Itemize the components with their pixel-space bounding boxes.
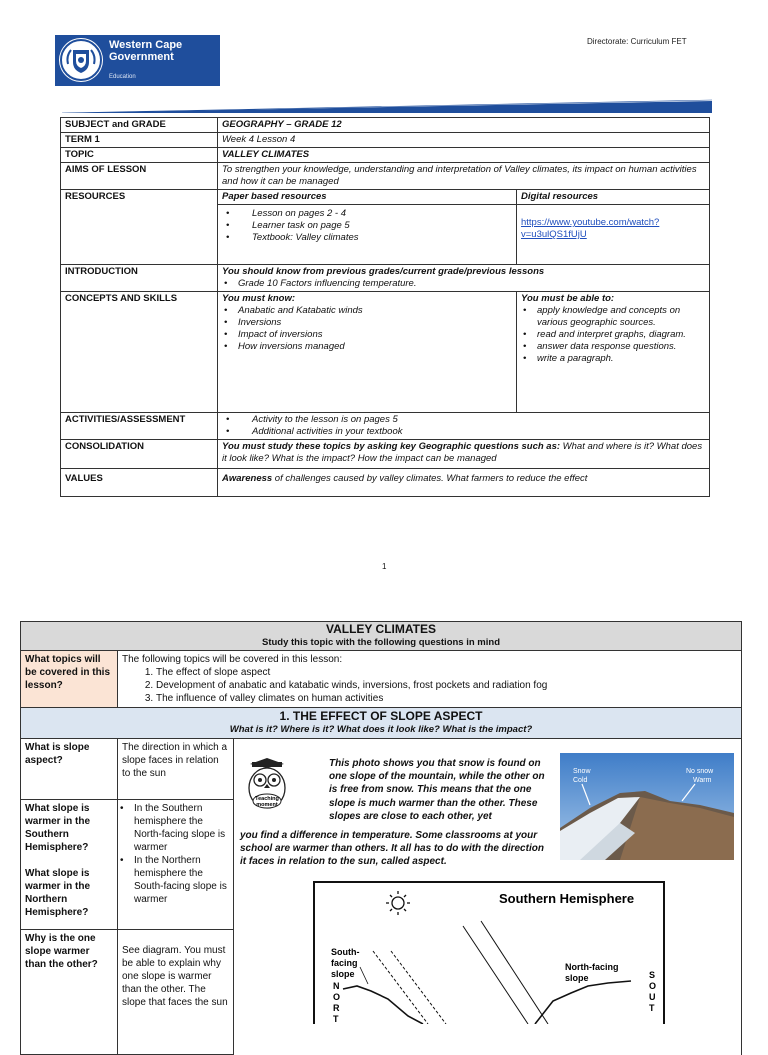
section-title: VALLEY CLIMATES [325,622,436,636]
values-label: VALUES [61,469,218,497]
lesson-plan-table [60,117,710,497]
list-item: • Activity to the lesson is on pages 5 [252,414,705,426]
list-item: • How inversions managed [238,341,512,353]
south-letter: U [649,992,656,1002]
values-rest: of challenges caused by valley climates. What farmers to reduce the effect [272,473,588,484]
list-item: • Learner task on page 5 [252,220,512,232]
south-slope-label-2: facing [331,958,358,968]
north-slope-label-1: North-facing [565,962,619,972]
question-northern: What slope is warmer in the Northern Hemisphere? [25,868,91,918]
able-heading: You must be able to: [521,293,615,304]
question-southern: What slope is warmer in the Southern Hemisphere? [25,803,91,853]
south-letter: O [649,981,657,991]
topic-value: VALLEY CLIMATES [218,148,710,163]
list-item: • read and interpret graphs, diagram. [537,329,705,341]
topics-question: What topics will be covered in this lesson? [21,651,118,708]
photo-warm-label: Warm [693,777,712,784]
answer-why-warmer: See diagram. You must be able to explain why one slope is warmer than the other. The slope that faces the sun [118,930,234,1055]
hemisphere-list [122,802,229,906]
topics-row [21,651,742,708]
subject-label: SUBJECT and GRADE [61,118,218,133]
photo-description: This photo shows you that snow is found on one slope of the mountain, while the other on is free from snow. This means that the one slope is much warmer than the other. These slopes are close to each other, yet [329,758,545,822]
intro-label: INTRODUCTION [61,265,218,292]
photo-cold-label: Cold [573,777,588,784]
list-item: 3. The influence of valley climates on human activities [156,692,737,705]
paper-list [222,208,512,244]
header-ribbon [62,99,712,113]
intro-heading: You should know from previous grades/current grade/previous lessons [222,266,545,277]
south-slope-label-1: South- [331,947,360,957]
term-row [61,133,710,148]
list-item: • Inversions [238,317,512,329]
paper-list-cell [218,205,517,265]
list-item: • write a paragraph. [537,353,705,365]
coat-of-arms-icon [59,38,103,82]
topic-label: TOPIC [61,148,218,163]
south-slope-label-3: slope [331,969,355,979]
photo-description-cont: you find a difference in temperature. Some classrooms at your school are warmer than others. It all has to do with the direction it faces in relation to the sun, called aspect. [240,830,544,868]
list-item: 1. The effect of slope aspect [156,666,737,679]
list-item: • answer data response questions. [537,341,705,353]
photo-snow-label: Snow [573,768,591,775]
north-letter: O [333,992,341,1002]
youtube-link[interactable]: https://www.youtube.com/watch?v=u3ulQS1fUjU [521,217,660,240]
answer-slope-aspect: The direction in which a slope faces in relation to the sun [118,739,234,800]
logo-line1: Western Cape [109,39,183,51]
list-item: • Grade 10 Factors influencing temperature. [238,278,705,290]
know-heading: You must know: [222,293,296,304]
intro-row [61,265,710,292]
topic-row [61,148,710,163]
consolidation-row [61,440,710,469]
question-why-warmer: Why is the one slope warmer than the other? [21,930,118,1055]
logo-line2: Government [109,51,174,63]
title-row [21,622,742,651]
list-item: • In the Northern hemisphere the South-facing slope is warmer [134,854,229,906]
slope-aspect-sub: What is it? Where is it? What does it look like? What is the impact? [229,724,533,735]
logo-sub: Education [109,74,136,80]
resources-row [61,190,710,205]
aims-row [61,163,710,190]
north-letter: R [333,1003,340,1013]
term-value: Week 4 Lesson 4 [218,133,710,148]
question-slope-aspect: What is slope aspect? [21,739,118,800]
wcg-logo [55,35,220,86]
north-letter: T [333,1014,339,1024]
consolidation-rest: What and where is it? What does it look like? What is the impact? How the impact can be managed [222,441,703,464]
teaching-owl-icon [242,758,292,813]
north-slope-label-2: slope [565,973,589,983]
topics-list [122,666,737,705]
mountain-snow-photo [560,753,734,860]
aims-label: AIMS OF LESSON [61,163,218,190]
south-letter: S [649,970,656,980]
list-item: • Textbook: Valley climates [252,232,512,244]
south-letter: T [649,1003,655,1013]
concepts-label: CONCEPTS AND SKILLS [61,292,218,413]
owl-label-2: moment [256,802,278,808]
diagram-title: Southern Hemisphere [499,891,635,906]
know-list [222,305,512,353]
list-item: • Additional activities in your textbook [252,426,705,438]
values-bold: Awareness [222,473,273,484]
subject-row [61,118,710,133]
activities-row [61,413,710,440]
values-row [61,469,710,497]
list-item: • Lesson on pages 2 - 4 [252,208,512,220]
subject-value: GEOGRAPHY – GRADE 12 [218,118,710,133]
list-item: • Anabatic and Katabatic winds [238,305,512,317]
page-number: 1 [382,562,387,571]
resources-label: RESOURCES [61,190,218,265]
directorate-label: Directorate: Curriculum FET [587,37,687,46]
photo-nosnow-label: No snow [686,768,714,775]
paper-heading: Paper based resources [218,190,517,205]
activities-label: ACTIVITIES/ASSESSMENT [61,413,218,440]
concepts-row [61,292,710,413]
activities-list [222,414,705,438]
consolidation-label: CONSOLIDATION [61,440,218,469]
list-item: 2. Development of anabatic and katabatic winds, inversions, frost pockets and radiation fog [156,679,737,692]
aims-value: To strengthen your knowledge, understanding and interpretation of Valley climates, its impact on human activities and how it can be managed [218,163,710,190]
list-item: • In the Southern hemisphere the North-facing slope is warmer [134,802,229,854]
list-item: • apply knowledge and concepts on various geographic sources. [537,305,705,329]
intro-list [222,278,705,290]
term-label: TERM 1 [61,133,218,148]
slope-aspect-heading: 1. THE EFFECT OF SLOPE ASPECT [279,709,483,723]
owl-label-1: Teaching [255,796,279,802]
southern-hemisphere-diagram [313,881,665,1024]
digital-heading: Digital resources [517,190,710,205]
topics-intro: The following topics will be covered in this lesson: [122,654,343,665]
section-subtitle: Study this topic with the following questions in mind [261,637,500,648]
slope-heading-row [21,708,742,739]
north-letter: N [333,981,340,991]
list-item: • Impact of inversions [238,329,512,341]
consolidation-bold: You must study these topics by asking key Geographic questions such as: [222,441,561,452]
able-list [521,305,705,365]
